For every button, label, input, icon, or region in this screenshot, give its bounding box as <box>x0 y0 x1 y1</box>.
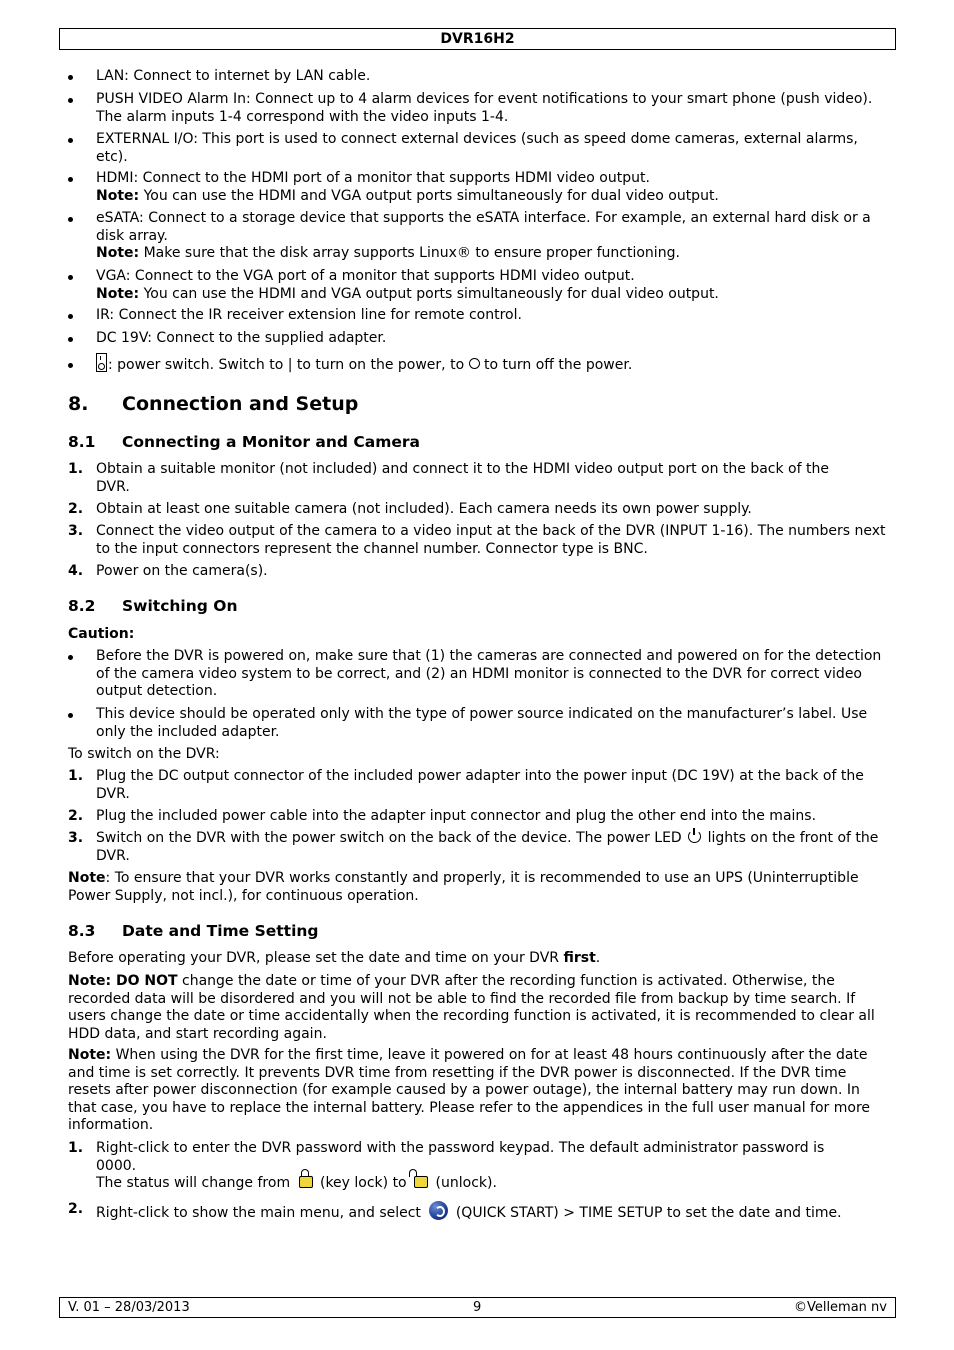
list-item: 2. Plug the included power cable into the adapter input connector and plug the other end into the mains. <box>68 808 817 824</box>
list-item: 2. Right-click to show the main menu, and select (QUICK START) > TIME SETUP to set the date and time. <box>68 1201 842 1221</box>
list-item: : power switch. Switch to | to turn on the power, to to turn off the power. <box>68 353 888 375</box>
off-circle-icon <box>469 358 480 369</box>
unlock-icon <box>414 1176 428 1188</box>
paragraph: To switch on the DVR: <box>68 746 220 762</box>
page-header: DVR16H2 <box>59 28 896 50</box>
page-footer <box>59 1297 896 1318</box>
key-lock-icon <box>299 1176 313 1188</box>
list-item: Before the DVR is powered on, make sure that (1) the cameras are connected and powered on for the detection of the camera video system to be correct, and (2) an HDMI monitor is connected to the DVR for correct video output detection. <box>68 648 888 701</box>
list-item: 1. Right-click to enter the DVR password with the password keypad. The default administrator password is 0000. The status will change from (key lock) to (unlock). <box>68 1140 825 1191</box>
list-item: 3. Connect the video output of the camera to a video input at the back of the DVR (INPUT 1-16). The numbers next to the input connectors represent the channel number. Connector type is BNC. <box>68 523 886 557</box>
list-item: EXTERNAL I/O: This port is used to connect external devices (such as speed dome cameras, external alarms, etc). <box>68 131 888 166</box>
footer-page-number: 9 <box>473 1300 482 1315</box>
list-item: 3. Switch on the DVR with the power switch on the back of the device. The power LED lights on the front of the DVR. <box>68 830 879 864</box>
quick-start-icon <box>429 1201 448 1220</box>
paragraph: Note: To ensure that your DVR works constantly and properly, it is recommended to use an UPS (Uninterruptible Power Supply, not incl.), for continuous operation. <box>68 870 859 904</box>
subsection-heading: 8.2 Switching On <box>68 597 238 615</box>
list-item: 2. Obtain at least one suitable camera (not included). Each camera needs its own power supply. <box>68 501 752 517</box>
list-item: VGA: Connect to the VGA port of a monitor that supports HDMI video output. Note: You can use the HDMI and VGA output ports simultaneously for dual video output. <box>68 268 888 303</box>
list-item: eSATA: Connect to a storage device that supports the eSATA interface. For example, an external hard disk or a disk array. Note: Make sure that the disk array supports Linux® to ensure proper functioning. <box>68 210 888 263</box>
list-item: 1. Plug the DC output connector of the included power adapter into the power input (DC 19V) at the back of the DVR. <box>68 768 864 802</box>
list-item: DC 19V: Connect to the supplied adapter. <box>68 330 888 348</box>
subsection-heading: 8.3 Date and Time Setting <box>68 922 319 940</box>
list-item: IR: Connect the IR receiver extension line for remote control. <box>68 307 888 325</box>
list-item: HDMI: Connect to the HDMI port of a monitor that supports HDMI video output. Note: You can use the HDMI and VGA output ports simultaneously for dual video output. <box>68 170 888 205</box>
paragraph: Before operating your DVR, please set the date and time on your DVR first. <box>68 950 601 966</box>
power-switch-icon <box>96 353 107 372</box>
list-item: LAN: Connect to internet by LAN cable. <box>68 68 888 86</box>
list-item: PUSH VIDEO Alarm In: Connect up to 4 alarm devices for event notifications to your smart phone (push video). The alarm inputs 1-4 correspond with the video inputs 1-4. <box>68 91 888 126</box>
section-heading: 8. Connection and Setup <box>68 393 359 415</box>
footer-version: V. 01 – 28/03/2013 <box>68 1300 190 1315</box>
paragraph: Note: DO NOT change the date or time of your DVR after the recording function is activated. Otherwise, the recorded data will be disordered and you will not be able to find the recorded file from backup by time search. If users change the date or time accidentally when the recording function is activated, it is recommended to clear all HDD data, and start recording again. <box>68 973 875 1042</box>
list-item: 4. Power on the camera(s). <box>68 563 268 579</box>
caution-label: Caution: <box>68 626 135 642</box>
paragraph: Note: When using the DVR for the first time, leave it powered on for at least 48 hours continuously after the date and time is set correctly. It prevents DVR time from resetting if the DVR power is disconnected. If the DVR time resets after power disconnection (for example caused by a power outage), the internal battery may run down. In that case, you have to replace the internal battery. Please refer to the appendices in the full user manual for more information. <box>68 1047 871 1133</box>
subsection-heading: 8.1 Connecting a Monitor and Camera <box>68 433 421 451</box>
list-item: This device should be operated only with the type of power source indicated on the manufacturer’s label. Use only the included adapter. <box>68 706 888 741</box>
footer-company: ©Velleman nv <box>793 1300 887 1315</box>
power-led-icon <box>688 830 701 843</box>
list-item: 1. Obtain a suitable monitor (not included) and connect it to the HDMI video output port on the back of the DVR. <box>68 461 829 495</box>
